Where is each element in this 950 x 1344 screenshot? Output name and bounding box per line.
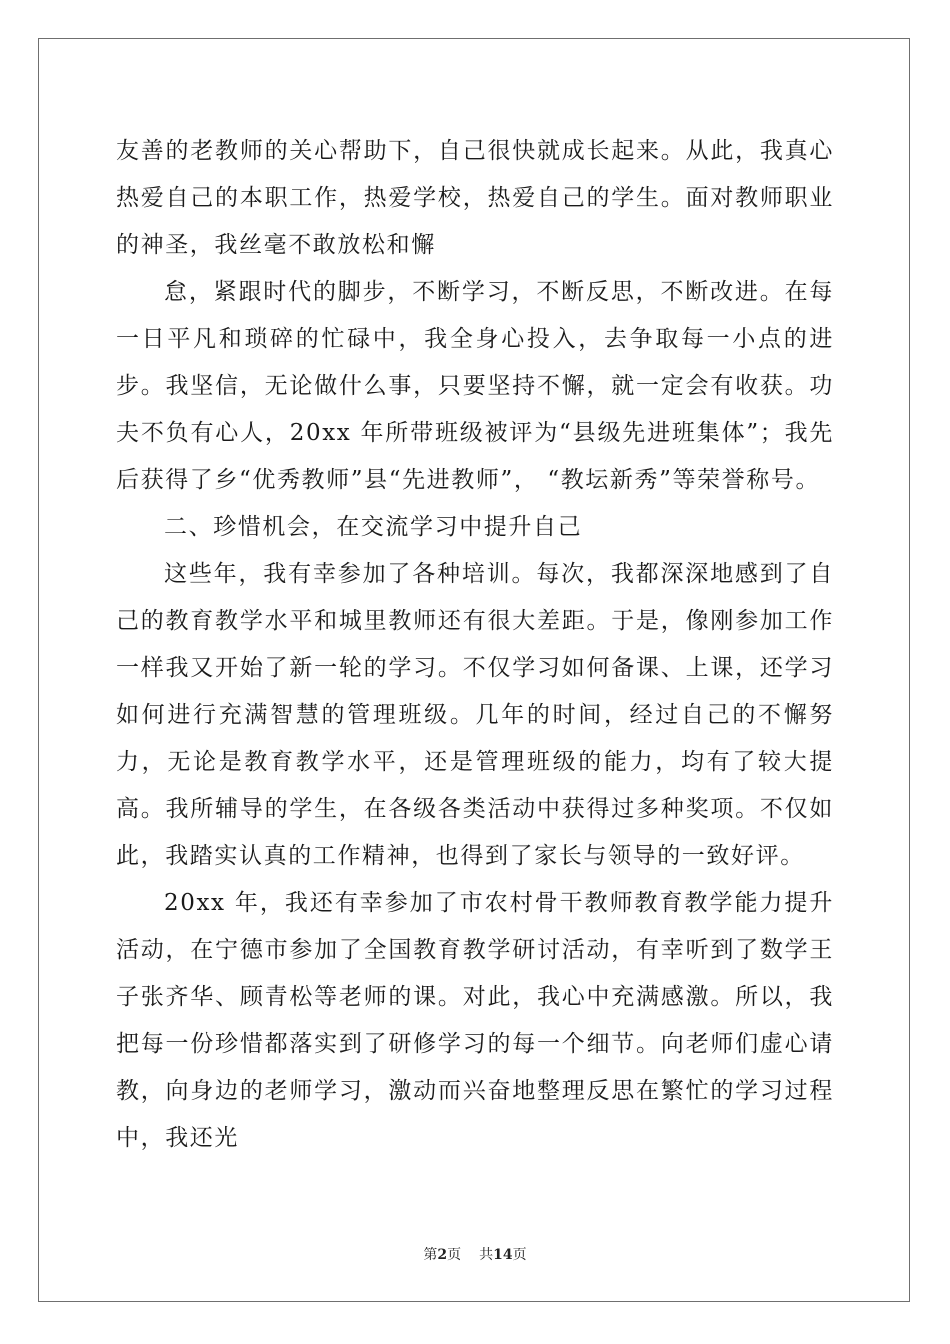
page-number-suffix: 页 [447,1247,462,1263]
page-total-prefix: 共 [479,1247,494,1263]
page-number-prefix: 第 [423,1247,438,1263]
section-heading: 二、珍惜机会，在交流学习中提升自己 [164,514,583,540]
page-total-suffix: 页 [512,1247,527,1263]
paragraph: 这些年，我有幸参加了各种培训。每次，我都深深地感到了自己的教育教学水平和城里教师还有很大差距。于是，像刚参加工作一样我又开始了新一轮的学习。不仅学习如何备课、上课，还学习如何进行充满智慧的管理班级。几年的时间，经过自己的不懈努力，无论是教育教学水平，还是管理班级的能力，均有了较大提高。我所辅导的学生，在各级各类活动中获得过多种奖项。不仅如此，我踏实认真的工作精神，也得到了家长与领导的一致好评。 [116,561,834,869]
page-total-count: 14 [493,1247,513,1263]
page-number-current: 2 [437,1247,448,1263]
paragraph: 怠，紧跟时代的脚步，不断学习，不断反思，不断改进。在每一日平凡和琐碎的忙碌中，我全身心投入，去争取每一小点的进步。我坚信，无论做什么事，只要坚持不懈，就一定会有收获。功夫不负有心人，20xx 年所带班级被评为“县级先进班集体”；我先后获得了乡“优秀教师”县“先进教师”， “教坛新秀”等荣誉称号。 [116,279,834,493]
page-footer [0,1245,950,1265]
paragraph: 友善的老教师的关心帮助下，自己很快就成长起来。从此，我真心热爱自己的本职工作，热爱学校，热爱自己的学生。面对教师职业的神圣，我丝毫不敢放松和懈 [116,138,834,258]
document-body [116,128,834,1162]
paragraph: 20xx 年，我还有幸参加了市农村骨干教师教育教学能力提升活动，在宁德市参加了全国教育教学研讨活动，有幸听到了数学王子张齐华、顾青松等老师的课。对此，我心中充满感激。所以，我把每一份珍惜都落实到了研修学习的每一个细节。向老师们虚心请教，向身边的老师学习，激动而兴奋地整理反思在繁忙的学习过程中，我还光 [116,890,834,1151]
